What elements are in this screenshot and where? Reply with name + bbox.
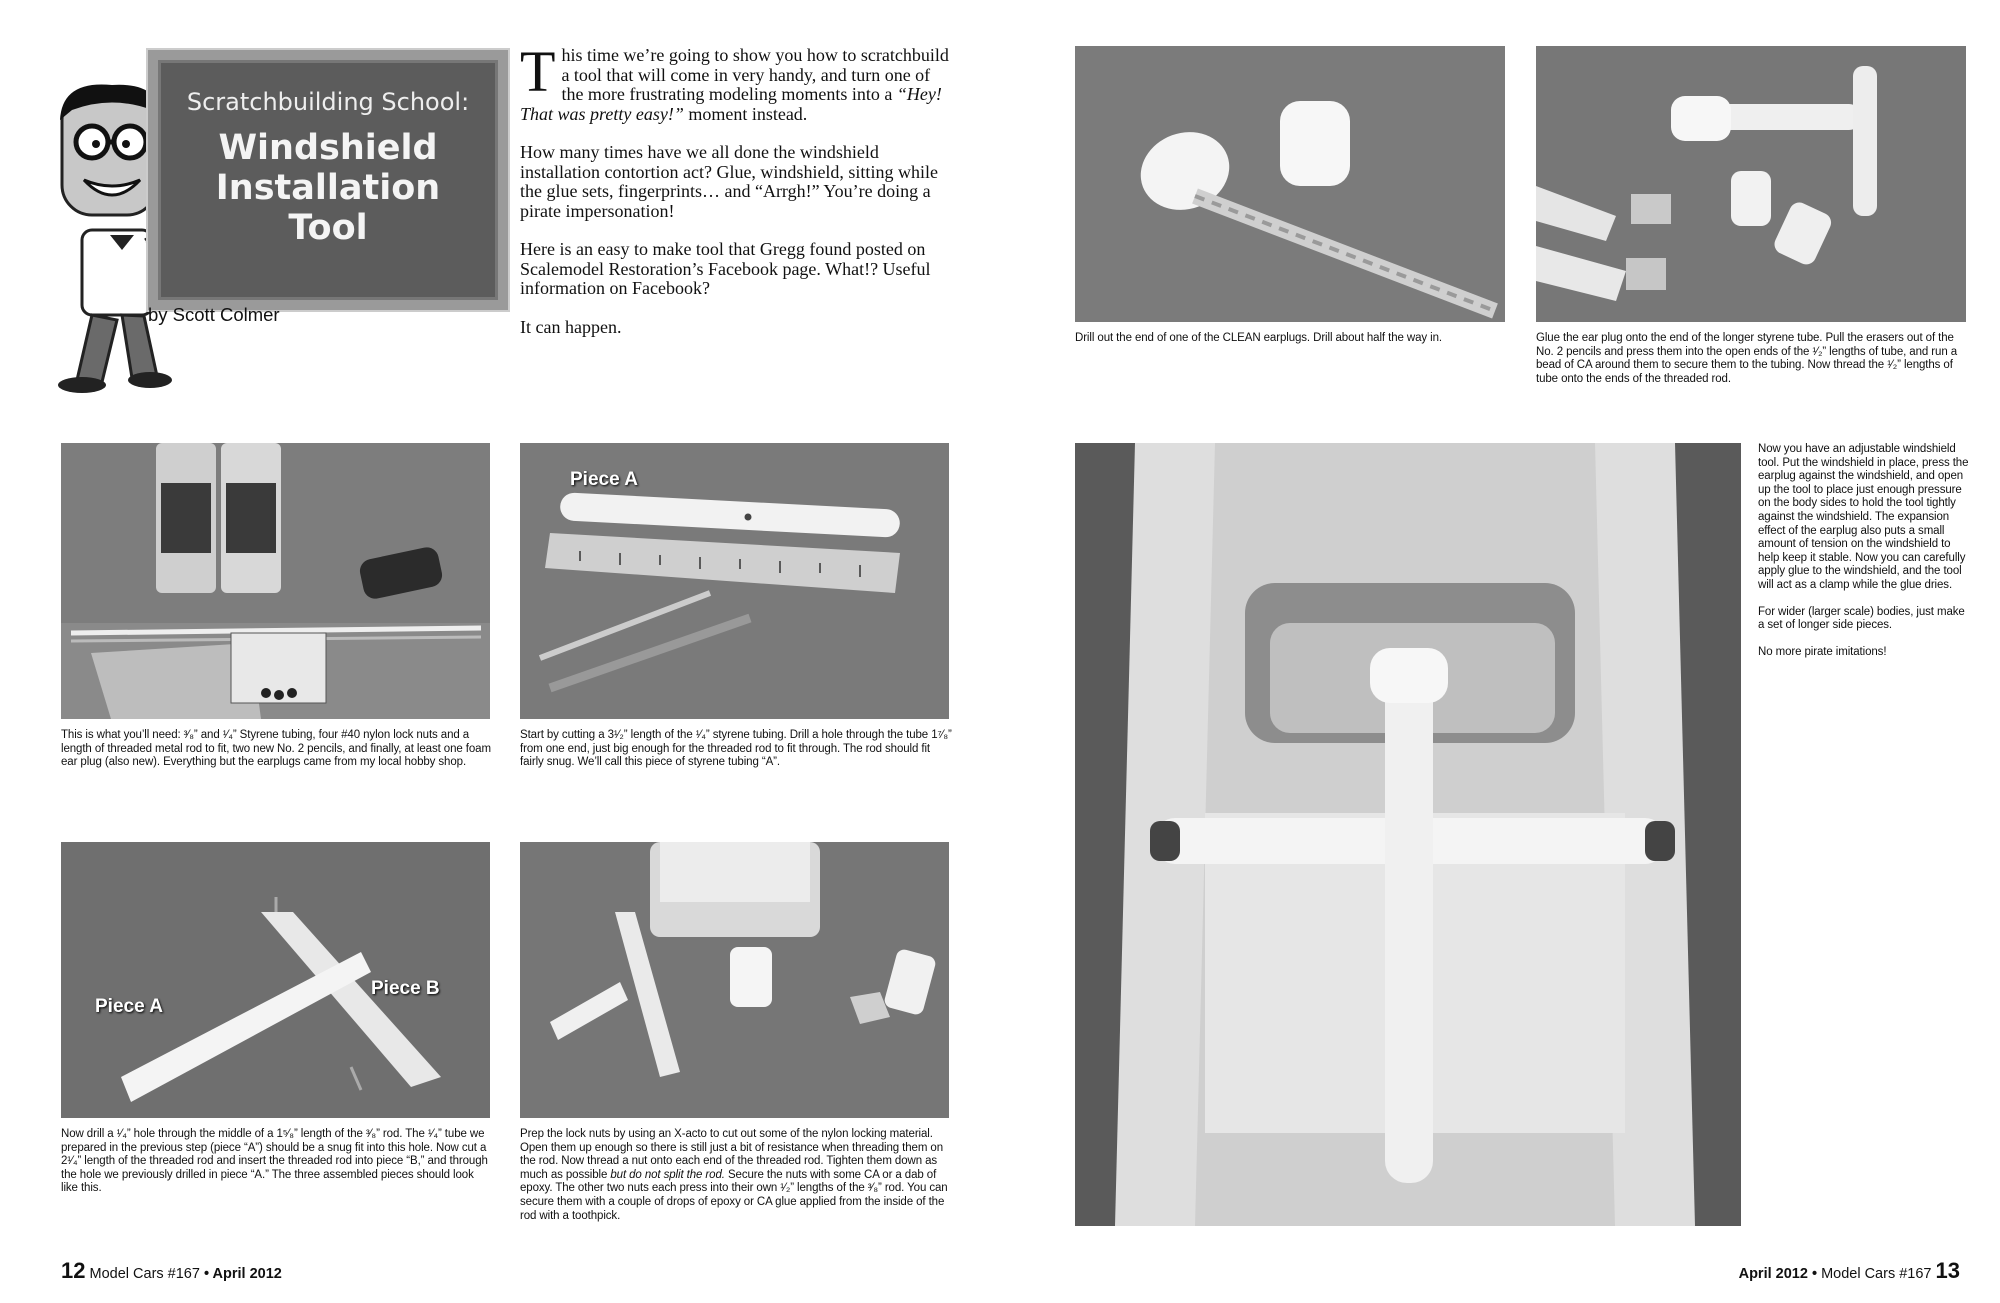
final-text <box>1758 443 1970 659</box>
caption-drill-earplug: Drill out the end of one of the CLEAN earplugs. Drill about half the way in. <box>1075 332 1442 344</box>
photo-piece-a <box>520 443 949 719</box>
final-paragraph-1: Now you have an adjustable windshield tool. Put the windshield in place, press the earplug against the windshield, and open up the tool to place just enough pressure on the body sides to hold the tool tightly against the windshield. The expansion effect of the earplug also puts a small amount of tension on the windshield to help keep it stable. Now you can carefully apply glue to the windshield, and the tool will act as a clamp while the glue dries. <box>1758 443 1969 591</box>
folio-left <box>61 1258 282 1284</box>
photo-locknuts <box>520 842 949 1118</box>
final-paragraph-2: For wider (larger scale) bodies, just make a set of longer side pieces. <box>1758 605 1965 632</box>
photo-tool-in-car <box>1075 443 1741 1226</box>
folio-right-magazine: Model Cars #167 <box>1821 1266 1932 1282</box>
folio-left-magazine: Model Cars #167 <box>89 1266 200 1282</box>
intro-text <box>520 39 950 356</box>
folio-right-bullet: • <box>1811 1266 1818 1282</box>
intro-paragraph-2: How many times have we all done the windshield installation contortion act? Glue, windshield, sitting while the glue sets, fingerprints… and “Arrgh!” You’re doing a pirate impersonation! <box>520 142 938 221</box>
folio-right <box>1739 1258 1960 1284</box>
label-assembled-piece-b: Piece B <box>371 978 440 999</box>
photo-drill-earplug <box>1075 46 1505 322</box>
label-assembled-piece-a: Piece A <box>95 996 163 1017</box>
final-paragraph-3: No more pirate imitations! <box>1758 645 1887 658</box>
title-line-2: Installation <box>215 168 441 208</box>
photo-materials <box>61 443 490 719</box>
drop-cap: T <box>520 39 556 104</box>
page-number-left: 12 <box>61 1258 86 1283</box>
caption-piece-a: Start by cutting a 3¹⁄₂” length of the ¹⁄₄” styrene tubing. Drill a hole through the tube 1⁷⁄₈” from one end, just big enough for the threaded rod to fit through. The rod should fit fairly snug. We’ll call this piece of styrene tubing “A”. <box>520 729 952 769</box>
caption-assembled: Now drill a ¹⁄₄” hole through the middle of a 1⁵⁄₈” length of the ³⁄₈” rod. The ¹⁄₄” tube we prepared in the previous step (piece “A”) should be a snug fit into this hole. Now cut a 2¹⁄₄” length of the threaded rod and insert the threaded rod into piece “B,” and through the hole we previously drilled in piece “A.” The three assembled pieces should look like this. <box>61 1128 488 1195</box>
caption-locknuts: Prep the lock nuts by using an X-acto to cut out some of the nylon locking material. Open them up enough so there is still just a bit of resistance when threading them on the rod. Now thread a nut onto each end of the threaded rod. Tighten them down as much as possible but do not split the rod. Secure the nuts with some CA or a dab of epoxy. The other two nuts each press into their own ¹⁄₂” lengths of the ³⁄₈” rod. You can secure them with a couple of drops of epoxy or CA glue applied from the inside of the rod with a toothpick. <box>520 1128 948 1222</box>
photo-glue-earplug <box>1536 46 1966 322</box>
chalkboard-title <box>158 128 498 248</box>
folio-right-date: April 2012 <box>1738 1266 1808 1282</box>
chalkboard <box>148 50 508 310</box>
page-number-right: 13 <box>1935 1258 1960 1283</box>
intro-paragraph-3: Here is an easy to make tool that Gregg found posted on Scalemodel Restoration’s Facebook page. What!? Useful information on Facebook? <box>520 239 931 298</box>
chalkboard-kicker: Scratchbuilding School: <box>186 88 470 116</box>
photo-assembled <box>61 842 490 1118</box>
title-line-3: Tool <box>288 208 368 248</box>
label-piece-a: Piece A <box>570 469 638 490</box>
folio-left-bullet: • <box>203 1266 210 1282</box>
caption-glue-earplug: Glue the ear plug onto the end of the longer styrene tube. Pull the erasers out of the No. 2 pencils and press them into the open ends of the ¹⁄₂” lengths of tube, and run a bead of CA around them to secure them to the tubing. Now thread the ¹⁄₂” lengths of tube onto the ends of the threaded rod. <box>1536 332 1957 385</box>
caption-materials: This is what you’ll need: ³⁄₈” and ¹⁄₄” Styrene tubing, four #40 nylon lock nuts and a length of threaded metal rod to fit, two new No. 2 pencils, and finally, at least one foam ear plug (also new). Everything but the earplugs came from my local hobby shop. <box>61 729 491 769</box>
byline: by Scott Colmer <box>148 304 280 325</box>
intro-paragraph-4: It can happen. <box>520 316 622 337</box>
intro-paragraph-1: This time we’re going to show you how to scratchbuild a tool that will come in very handy, and turn one of the more frustrating modeling moments into a “Hey! That was pretty easy!” moment instead. <box>520 39 949 124</box>
folio-left-date: April 2012 <box>212 1266 282 1282</box>
title-line-1: Windshield <box>218 128 438 168</box>
